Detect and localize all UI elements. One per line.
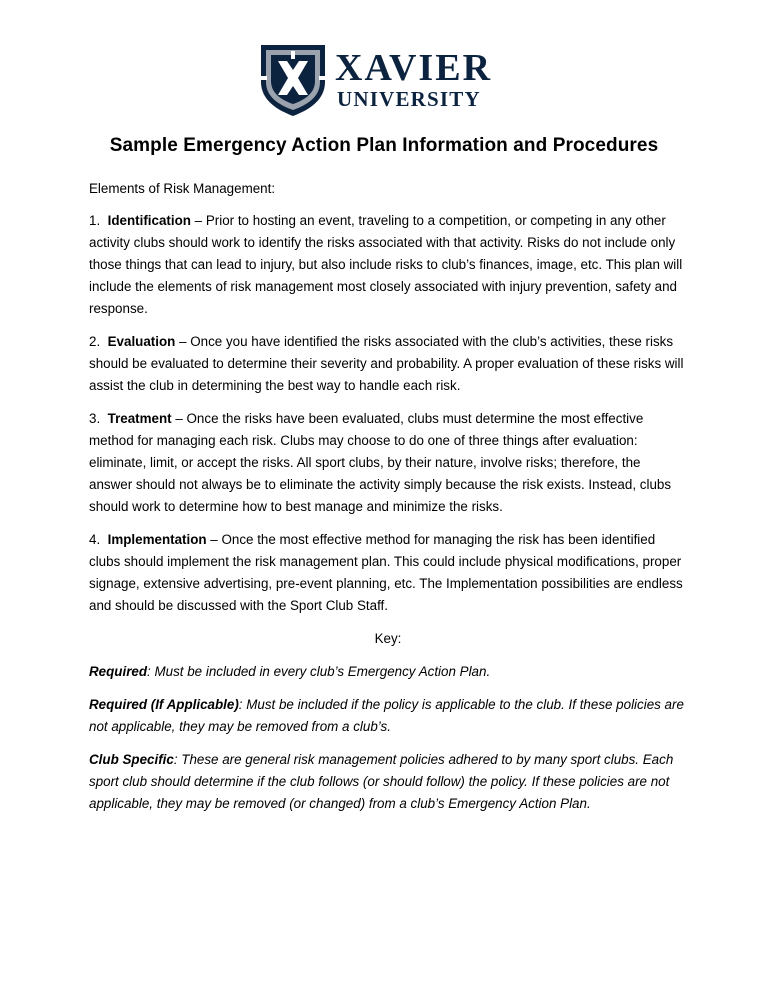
element-number: 4. <box>89 532 101 547</box>
shield-icon <box>261 45 325 116</box>
element-paragraph <box>89 529 687 617</box>
element-term: Treatment <box>107 411 172 426</box>
key-text: : These are general risk management policies adhered to by many sport clubs. Each sport club should determine if the club follows (or should follow) the policy. If these policies are not applicable, they may be removed (or changed) from a club’s Emergency Action Plan. <box>89 752 674 811</box>
element-number: 3. <box>89 411 101 426</box>
element-text: – Once the most effective method for managing the risk has been identified clubs should implement the risk management plan. This could include physical modifications, proper signage, extensive advertising, pre-event planning, etc. The Implementation possibilities are endless and should be discussed with the Sport Club Staff. <box>89 532 683 613</box>
element-paragraph <box>89 408 687 518</box>
key-entry <box>89 749 687 815</box>
element-text: – Once you have identified the risks associated with the club’s activities, these risks should be evaluated to determine their severity and probability. A proper evaluation of these risks will assist the club in determining the best way to handle each risk. <box>89 334 684 393</box>
page-title: Sample Emergency Action Plan Information and Procedures <box>109 135 659 156</box>
xavier-university-logo <box>255 42 525 118</box>
intro-text: Elements of Risk Management: <box>89 181 276 196</box>
key-term: Required <box>89 664 148 679</box>
document-body <box>89 178 687 826</box>
logo-wordmark: XAVIER <box>335 47 493 89</box>
element-paragraph <box>89 210 687 320</box>
element-paragraph <box>89 331 687 397</box>
logo-subtitle: UNIVERSITY <box>337 87 481 111</box>
element-term: Identification <box>107 213 191 228</box>
key-term: Required (If Applicable) <box>89 697 239 712</box>
element-number: 2. <box>89 334 101 349</box>
key-text: : Must be included in every club’s Emergency Action Plan. <box>147 664 491 679</box>
element-text: – Once the risks have been evaluated, clubs must determine the most effective method for managing each risk. Clubs may choose to do one of three things after evaluation: eliminate, limit, or accept the risks. All sport clubs, by their nature, involve risks; therefore, the answer should not always be to eliminate the activity simply because the risk exists. Instead, clubs should work to determine how to best manage and minimize the risks. <box>89 411 672 514</box>
element-number: 1. <box>89 213 101 228</box>
key-heading: Key: <box>374 631 402 646</box>
element-term: Implementation <box>107 532 207 547</box>
element-term: Evaluation <box>107 334 176 349</box>
key-text: : Must be included if the policy is applicable to the club. If these policies are not applicable, they may be removed from a club’s. <box>89 697 684 734</box>
element-text: – Prior to hosting an event, traveling to a competition, or competing in any other activity clubs should work to identify the risks associated with that activity. Risks do not include only those things that can lead to injury, but also include risks to club’s finances, image, etc. This plan will include the elements of risk management most closely associated with injury prevention, safety and response. <box>89 213 683 316</box>
key-entry <box>89 661 687 683</box>
key-term: Club Specific <box>89 752 174 767</box>
key-entry <box>89 694 687 738</box>
